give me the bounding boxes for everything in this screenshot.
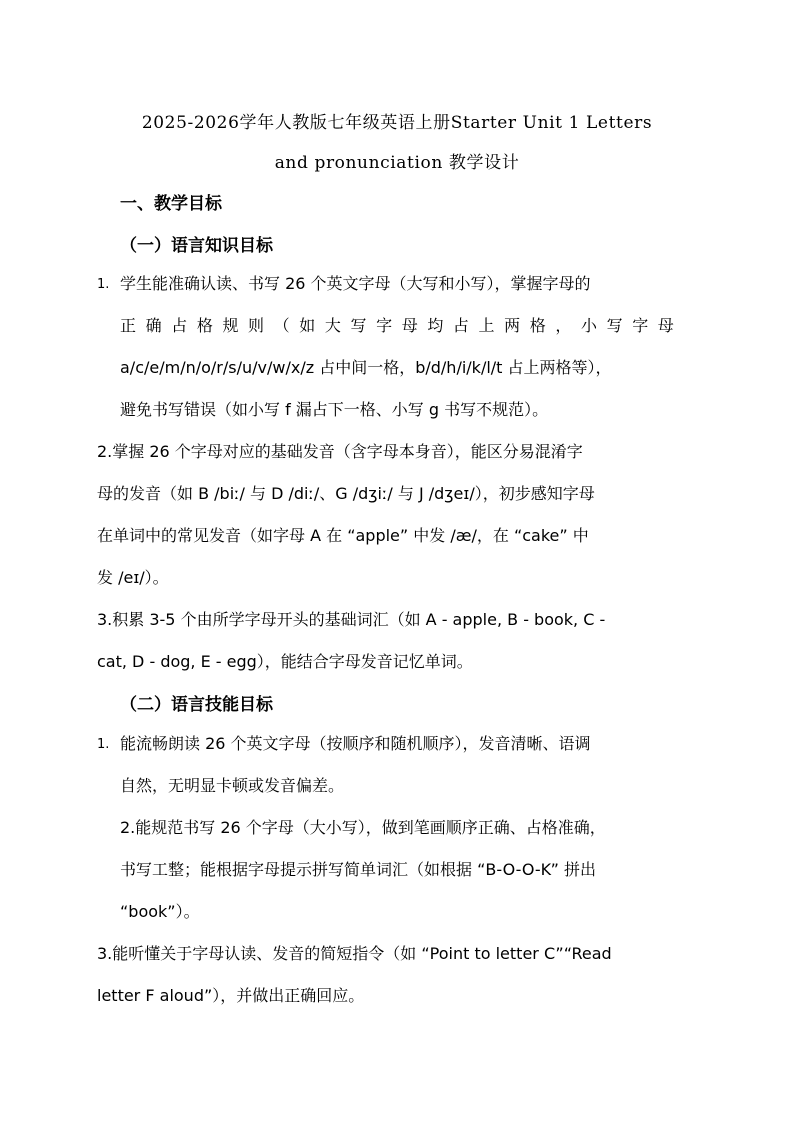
paragraph-line: 书写工整；能根据字母提示拼写简单词汇（如根据 “B-O-O-K” 拼出 [120, 860, 597, 879]
paragraph-line: 避免书写错误（如小写 f 漏占下一格、小写 g 书写不规范）。 [120, 400, 549, 419]
paragraph-line: 在单词中的常见发音（如字母 A 在 “apple” 中发 /æ/，在 “cake” 中 [97, 526, 589, 545]
list-number: 1. [97, 277, 110, 292]
paragraph-line: 2.掌握 26 个字母对应的基础发音（含字母本身音），能区分易混淆字 [97, 442, 583, 461]
paragraph-line: “book”）。 [120, 902, 200, 921]
paragraph-line: 母的发音（如 B /biː/ 与 D /diː/、G /dʒiː/ 与 J /dʒeɪ/），初步感知字母 [97, 484, 595, 503]
subsection-heading-language-skills: （二）语言技能目标 [120, 695, 273, 715]
paragraph-line: 3.积累 3-5 个由所学字母开头的基础词汇（如 A - apple, B - book, C - [97, 610, 606, 629]
paragraph-line: cat, D - dog, E - egg），能结合字母发音记忆单词。 [97, 652, 473, 671]
section-heading-teaching-objectives: 一、教学目标 [120, 194, 222, 214]
paragraph-line: 3.能听懂关于字母认读、发音的简短指令（如 “Point to letter C”“Read [97, 944, 612, 963]
document-title-line-1: 2025-2026学年人教版七年级英语上册Starter Unit 1 Letters [141, 113, 653, 133]
paragraph-line: 学生能准确认读、书写 26 个英文字母（大写和小写），掌握字母的 [120, 274, 591, 293]
paragraph-line: letter F aloud”），并做出正确回应。 [97, 986, 365, 1005]
paragraph-line: 自然，无明显卡顿或发音偏差。 [120, 776, 345, 795]
paragraph-line-justified: 正 确 占 格 规 则 （ 如 大 写 字 母 均 占 上 两 格 ， 小 写 字 母 [120, 316, 674, 335]
paragraph-line: 发 /eɪ/）。 [97, 568, 169, 587]
paragraph-line: 2.能规范书写 26 个字母（大小写），做到笔画顺序正确、占格准确， [120, 818, 606, 837]
list-number: 1. [97, 737, 110, 752]
document-title-line-2: and pronunciation 教学设计 [274, 153, 520, 173]
subsection-heading-language-knowledge: （一）语言知识目标 [120, 236, 273, 256]
paragraph-line: 能流畅朗读 26 个英文字母（按顺序和随机顺序），发音清晰、语调 [120, 734, 591, 753]
paragraph-line: a/c/e/m/n/o/r/s/u/v/w/x/z 占中间一格，b/d/h/i/k/l/t 占上两格等）， [120, 358, 612, 377]
